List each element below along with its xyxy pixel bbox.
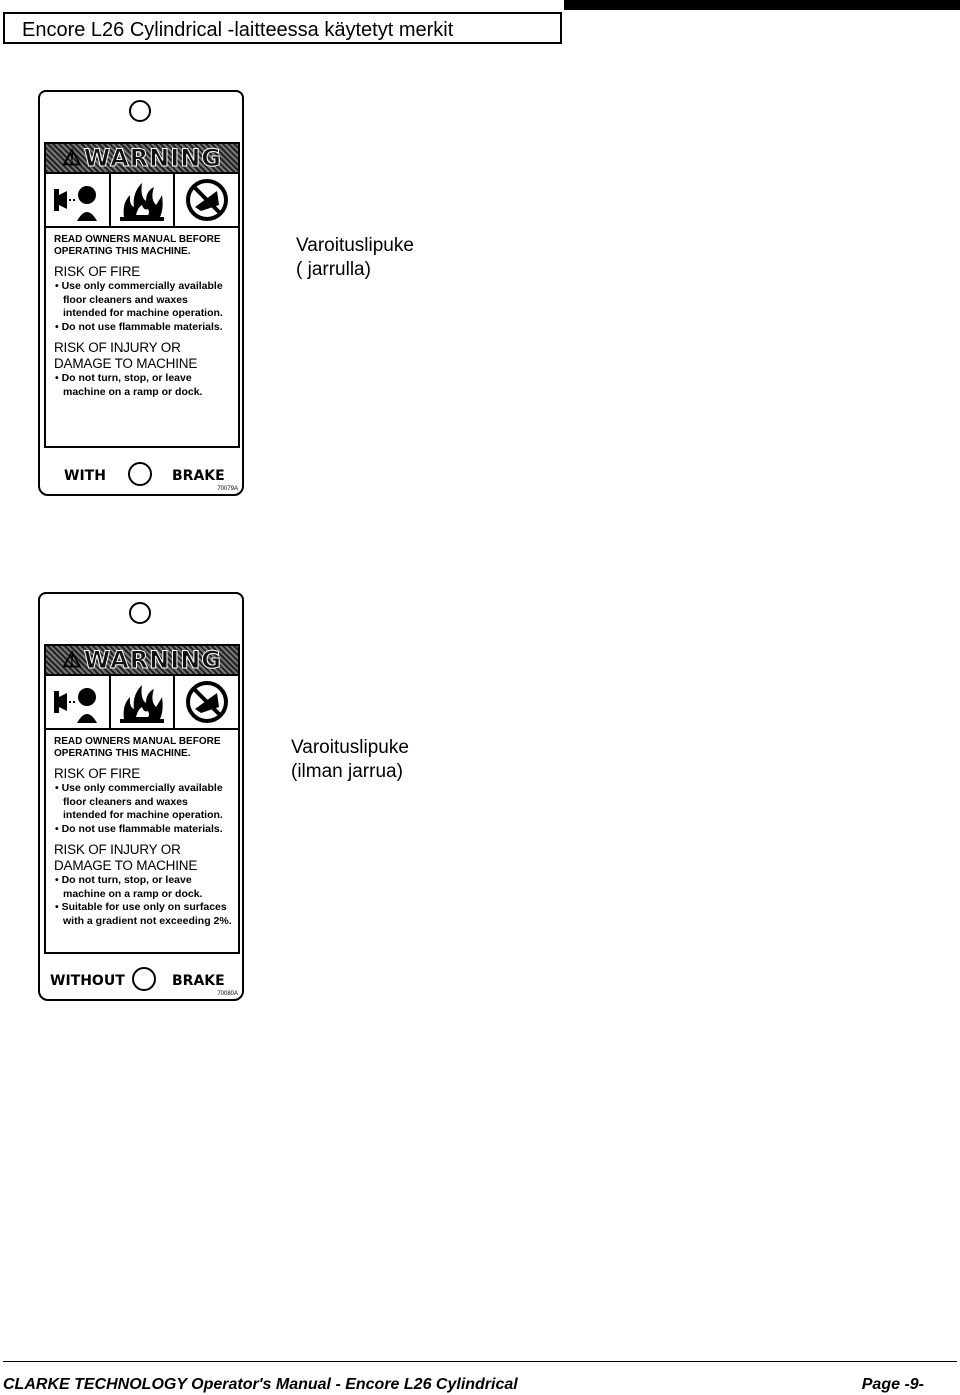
bullet-gradient: • Suitable for use only on surfaces with a gradient not exceeding 2%. — [55, 901, 232, 927]
pictogram-row — [46, 174, 238, 228]
hang-hole — [129, 602, 151, 624]
brake-text: BRAKE — [172, 468, 225, 484]
read-manual-line: READ OWNERS MANUAL BEFORE — [54, 736, 221, 747]
read-manual-line: READ OWNERS MANUAL BEFORE — [54, 234, 221, 245]
caption-subtitle: (ilman jarrua) — [291, 761, 403, 782]
warning-banner — [46, 646, 238, 676]
bullet-ramp: • Do not turn, stop, or leave machine on a ramp or dock. — [55, 874, 203, 900]
warning-label-without-brake — [38, 592, 244, 1001]
banner-text: WARNING — [83, 144, 222, 172]
warning-banner — [46, 144, 238, 174]
top-black-bar — [564, 0, 960, 10]
part-number: 70080A — [217, 991, 238, 997]
brake-circle — [132, 967, 156, 991]
page-title: Encore L26 Cylindrical -laitteessa käytetyt merkit — [22, 19, 454, 41]
banner-text: WARNING — [83, 646, 222, 674]
footer-manual-title: CLARKE TECHNOLOGY Operator's Manual - Encore L26 Cylindrical — [3, 1376, 518, 1393]
brake-indicator — [40, 460, 242, 490]
risk-fire-heading: RISK OF FIRE — [54, 766, 141, 781]
operating-line: OPERATING THIS MACHINE. — [54, 748, 191, 759]
read-manual-icon — [46, 174, 111, 226]
operating-line: OPERATING THIS MACHINE. — [54, 246, 191, 257]
brake-circle — [128, 462, 152, 486]
caption-with-brake — [296, 234, 414, 282]
no-ramp-icon — [175, 676, 238, 728]
warning-panel — [44, 644, 240, 954]
fire-icon — [111, 174, 176, 226]
caption-title: Varoituslipuke — [291, 737, 409, 758]
bullet-ramp: • Do not turn, stop, or leave machine on a ramp or dock. — [55, 372, 203, 398]
with-text: WITH — [64, 468, 106, 484]
hang-hole — [129, 100, 151, 122]
header-box — [3, 12, 562, 44]
alert-triangle-icon: ⚠ — [62, 145, 82, 170]
no-ramp-icon — [175, 174, 238, 226]
footer-rule — [3, 1361, 957, 1362]
risk-injury-heading: RISK OF INJURY OR DAMAGE TO MACHINE — [54, 340, 198, 371]
warning-label-with-brake — [38, 90, 244, 496]
caption-title: Varoituslipuke — [296, 235, 414, 256]
brake-indicator — [40, 965, 242, 995]
caption-without-brake — [291, 736, 409, 784]
pictogram-row — [46, 676, 238, 730]
bullet-flammable: • Do not use flammable materials. — [55, 320, 223, 333]
risk-fire-heading: RISK OF FIRE — [54, 264, 141, 279]
risk-injury-heading: RISK OF INJURY OR DAMAGE TO MACHINE — [54, 842, 198, 873]
page-number: Page -9- — [861, 1376, 924, 1393]
warning-text — [46, 228, 238, 399]
warning-text — [46, 730, 238, 928]
part-number: 70079A — [217, 486, 238, 492]
bullet-flammable: • Do not use flammable materials. — [55, 822, 223, 835]
bullet-cleaners: • Use only commercially available floor cleaners and waxes intended for machine operation. — [55, 782, 223, 821]
bullet-cleaners: • Use only commercially available floor cleaners and waxes intended for machine operation. — [55, 280, 223, 319]
read-manual-icon — [46, 676, 111, 728]
without-text: WITHOUT — [50, 973, 125, 989]
caption-subtitle: ( jarrulla) — [296, 259, 371, 280]
alert-triangle-icon: ⚠ — [62, 647, 82, 672]
brake-text: BRAKE — [172, 973, 225, 989]
fire-icon — [111, 676, 176, 728]
warning-panel — [44, 142, 240, 448]
